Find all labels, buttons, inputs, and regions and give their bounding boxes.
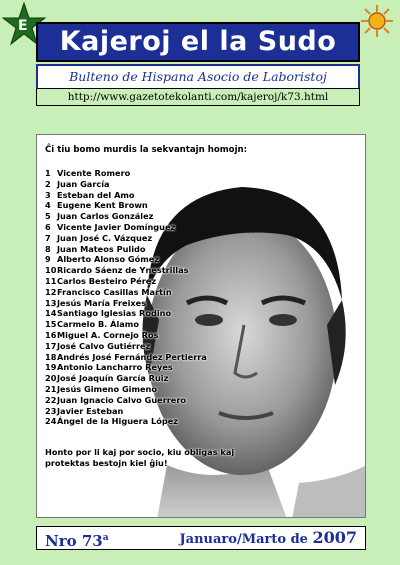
list-item <box>45 168 207 179</box>
issue-date-text: Januaro/Marto de <box>179 532 308 547</box>
list-item <box>45 362 207 373</box>
item-name: Jesús María Freixes <box>57 297 147 308</box>
sun-icon <box>360 4 394 38</box>
item-number: 1 <box>45 168 51 178</box>
item-name: Vicente Romero <box>57 168 131 178</box>
issue-date <box>180 529 357 549</box>
issue-year: 2007 <box>312 528 357 547</box>
list-item <box>45 406 207 417</box>
list-item <box>45 373 207 384</box>
list-item <box>45 330 207 341</box>
list-item <box>45 179 207 190</box>
list-item <box>45 265 207 276</box>
item-name: Ángel de la Higuera López <box>57 416 179 427</box>
item-name: Alberto Alonso Gómez <box>57 254 160 265</box>
item-name: Eugene Kent Brown <box>57 200 148 211</box>
svg-text:E: E <box>18 18 28 34</box>
item-number: 17 <box>45 340 57 351</box>
item-number: 21 <box>45 383 57 394</box>
list-item <box>45 308 207 319</box>
item-number: 6 <box>45 221 51 232</box>
item-name: José Calvo Gutiérrez <box>57 340 151 351</box>
item-number: 11 <box>45 275 57 286</box>
item-name: Juan Carlos González <box>57 211 154 222</box>
list-item <box>45 211 207 222</box>
item-number: 13 <box>45 297 57 308</box>
item-name: Miguel A. Cornejo Ros <box>57 329 159 340</box>
issue-footer <box>36 526 366 550</box>
item-number: 18 <box>45 351 57 362</box>
item-name: Andrés José Fernández Pertierra <box>57 351 207 362</box>
magazine-title: Kajeroj el la Sudo <box>36 22 360 62</box>
issue-number <box>45 529 109 550</box>
item-number: 10 <box>45 265 57 276</box>
item-number: 23 <box>45 405 57 416</box>
list-item <box>45 395 207 406</box>
item-name: José Joaquín García Ruiz <box>57 373 169 384</box>
item-name: Santiago Iglesias Rodino <box>57 308 172 319</box>
item-number: 5 <box>45 211 51 222</box>
item-name: Francisco Casillas Martín <box>57 286 172 297</box>
item-number: 20 <box>45 373 57 384</box>
issue-url[interactable]: http://www.gazetotekolanti.com/kajeroj/k73.html <box>36 88 360 106</box>
list-item <box>45 341 207 352</box>
item-number: 15 <box>45 319 57 330</box>
item-name: Ricardo Sáenz de Ynestrillas <box>57 265 189 276</box>
magazine-subtitle: Bulteno de Hispana Asocio de Laboristoj <box>36 64 360 90</box>
list-item <box>45 190 207 201</box>
item-number: 12 <box>45 286 57 297</box>
item-name: Juan José C. Vázquez <box>57 232 153 243</box>
list-item <box>45 200 207 211</box>
item-number: 14 <box>45 308 57 319</box>
closing-text: Honto por li kaj por socio, kiu obligas kaj protektas bestojn kiel ĝiu! <box>45 447 235 468</box>
item-name: Vicente Javier Domínguez <box>57 221 176 232</box>
list-item <box>45 319 207 330</box>
item-number: 2 <box>45 178 51 189</box>
item-number: 22 <box>45 394 57 405</box>
list-item <box>45 233 207 244</box>
list-item <box>45 244 207 255</box>
item-name: Juan García <box>57 178 110 189</box>
item-name: Carlos Besteiro Pérez <box>57 275 157 286</box>
list-item <box>45 287 207 298</box>
list-item <box>45 276 207 287</box>
item-name: Antonio Lancharro Reyes <box>57 362 173 373</box>
list-item <box>45 416 207 427</box>
cover-content <box>36 134 366 518</box>
item-number: 9 <box>45 254 51 265</box>
item-number: 19 <box>45 362 57 373</box>
list-item <box>45 384 207 395</box>
item-name: Jesús Gimeno Gimeno <box>57 383 158 394</box>
issue-number-text: Nro 73 <box>45 532 103 550</box>
list-item <box>45 352 207 363</box>
item-name: Juan Mateos Pulido <box>57 243 146 254</box>
item-number: 3 <box>45 189 51 200</box>
list-item <box>45 254 207 265</box>
item-name: Juan Ignacio Calvo Guerrero <box>57 394 187 405</box>
item-number: 8 <box>45 243 51 254</box>
item-name: Esteban del Amo <box>57 189 135 200</box>
victims-heading: Ĉi tiu bomo murdis la sekvantajn homojn: <box>45 145 248 155</box>
item-name: Carmelo B. Álamo <box>57 319 139 330</box>
issue-number-suffix: a <box>102 533 109 543</box>
item-number: 7 <box>45 232 51 243</box>
item-number: 24 <box>45 416 57 427</box>
item-number: 4 <box>45 200 51 211</box>
list-item <box>45 222 207 233</box>
list-item <box>45 298 207 309</box>
item-number: 16 <box>45 329 57 340</box>
item-name: Javier Esteban <box>57 405 124 416</box>
victims-list <box>45 168 207 427</box>
